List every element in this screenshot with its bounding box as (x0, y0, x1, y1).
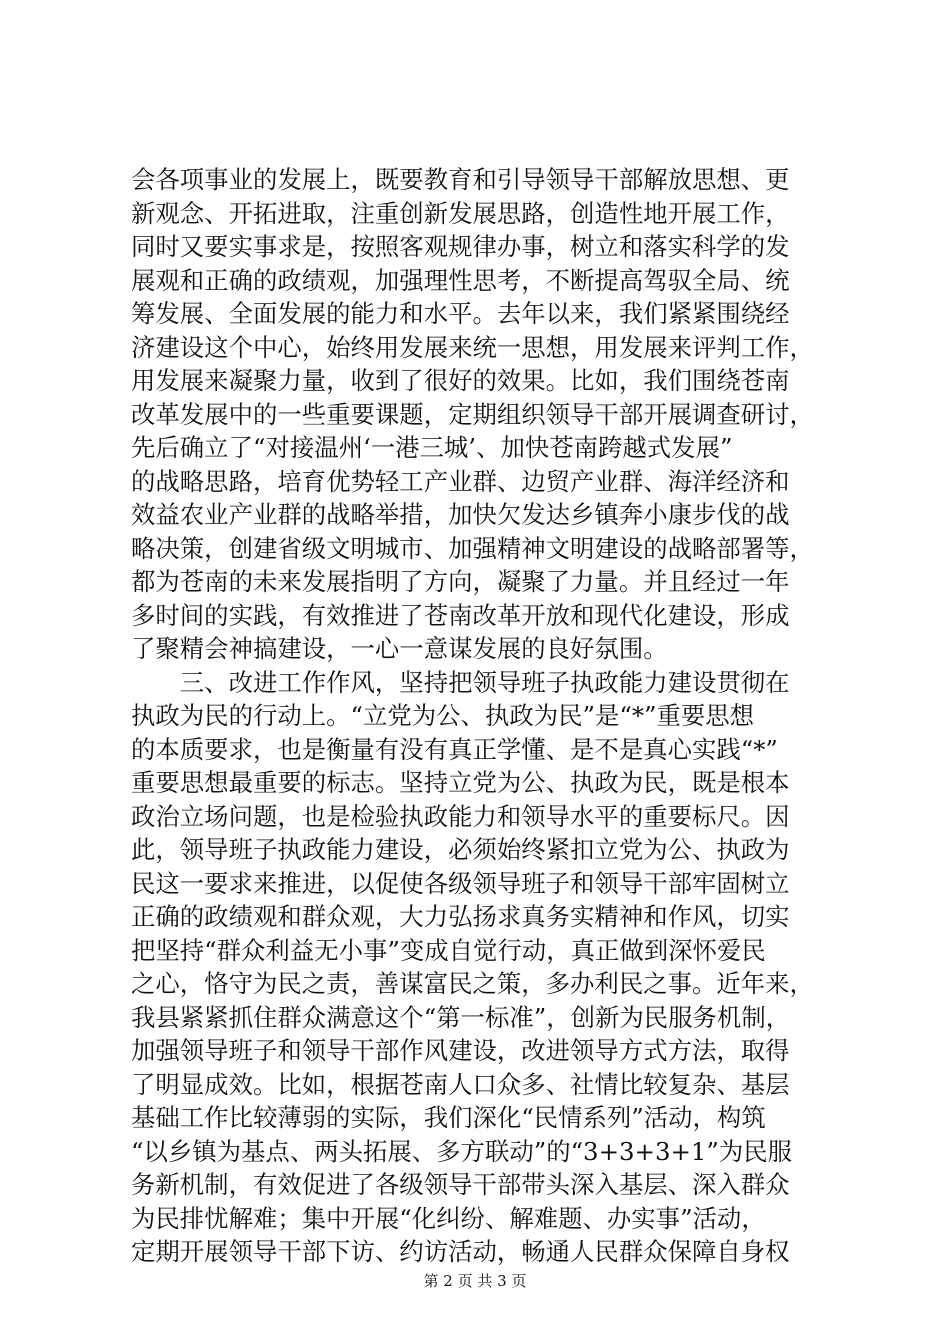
body-text (131, 163, 841, 1269)
text-line: 政治立场问题，也是检验执政能力和领导水平的重要标尺。因 (131, 801, 790, 831)
text-line: 定期开展领导干部下访、约访活动，畅通人民群众保障自身权 (131, 1237, 790, 1266)
text-line: 先后确立了“对接温州‘一港三城’、加快苍南跨越式发展” (131, 433, 733, 462)
text-line: 同时又要实事求是，按照客观规律办事，树立和落实科学的发 (131, 232, 790, 261)
text-line: 重要思想最重要的标志。坚持立党为公、执政为民，既是根本 (131, 768, 790, 797)
text-line: 了明显成效。比如，根据苍南人口众多、社情比较复杂、基层 (131, 1069, 790, 1099)
text-line: 此，领导班子执政能力建设，必须始终紧扣立党为公、执政为 (131, 835, 790, 864)
text-line: 效益农业产业群的战略举措，加快欠发达乡镇奔小康步伐的战 (131, 500, 790, 529)
text-line: 新观念、开拓进取，注重创新发展思路，创造性地开展工作， (131, 198, 790, 228)
text-line: 民这一要求来推进，以促使各级领导班子和领导干部牢固树立 (131, 868, 790, 898)
text-line: 筹发展、全面发展的能力和水平。去年以来，我们紧紧围绕经 (131, 299, 790, 328)
text-line: 执政为民的行动上。“立党为公、执政为民”是“*”重要思想 (131, 701, 755, 730)
text-line: 改革发展中的一些重要课题，定期组织领导干部开展调查研讨， (131, 399, 814, 429)
text-line: “以乡镇为基点、两头拓展、多方联动”的“3+3+3+1”为民服 (131, 1136, 793, 1166)
text-line: 为民排忧解难；集中开展“化纠纷、解难题、办实事”活动， (131, 1203, 766, 1233)
text-line: 之心，恪守为民之责，善谋富民之策，多办利民之事。近年来， (131, 969, 814, 998)
text-line: 把坚持“群众利益无小事”变成自觉行动，真正做到深怀爱民 (131, 935, 766, 965)
text-line: 基础工作比较薄弱的实际，我们深化“民情系列”活动，构筑 (131, 1103, 766, 1132)
text-line: 用发展来凝聚力量，收到了很好的效果。比如，我们围绕苍南 (131, 366, 790, 395)
paragraph-heading-line: 三、改进工作作风，坚持把领导班子执政能力建设贯彻在 (131, 667, 790, 697)
text-line: 了聚精会神搞建设，一心一意谋发展的良好氛围。 (131, 634, 668, 663)
text-line: 会各项事业的发展上，既要教育和引导领导干部解放思想、更 (131, 165, 790, 194)
text-line: 都为苍南的未来发展指明了方向，凝聚了力量。并且经过一年 (131, 567, 790, 596)
text-line: 略决策，创建省级文明城市、加强精神文明建设的战略部署等， (131, 533, 814, 563)
text-line: 务新机制，有效促进了各级领导干部带头深入基层、深入群众 (131, 1170, 790, 1199)
text-line: 正确的政绩观和群众观，大力弘扬求真务实精神和作风，切实 (131, 902, 790, 931)
text-line: 的战略思路，培育优势轻工产业群、边贸产业群、海洋经济和 (131, 466, 790, 496)
page-number-footer: 第 2 页 共 3 页 (423, 1272, 527, 1290)
text-line: 的本质要求，也是衡量有没有真正学懂、是不是真心实践“*” (131, 734, 778, 764)
text-line: 展观和正确的政绩观，加强理性思考，不断提高驾驭全局、统 (131, 265, 790, 295)
text-line: 多时间的实践，有效推进了苍南改革开放和现代化建设，形成 (131, 600, 790, 630)
text-line: 加强领导班子和领导干部作风建设，改进领导方式方法，取得 (131, 1036, 790, 1065)
text-line: 我县紧紧抓住群众满意这个“第一标准”，创新为民服务机制， (131, 1002, 791, 1032)
text-line: 济建设这个中心，始终用发展来统一思想，用发展来评判工作， (131, 332, 814, 362)
